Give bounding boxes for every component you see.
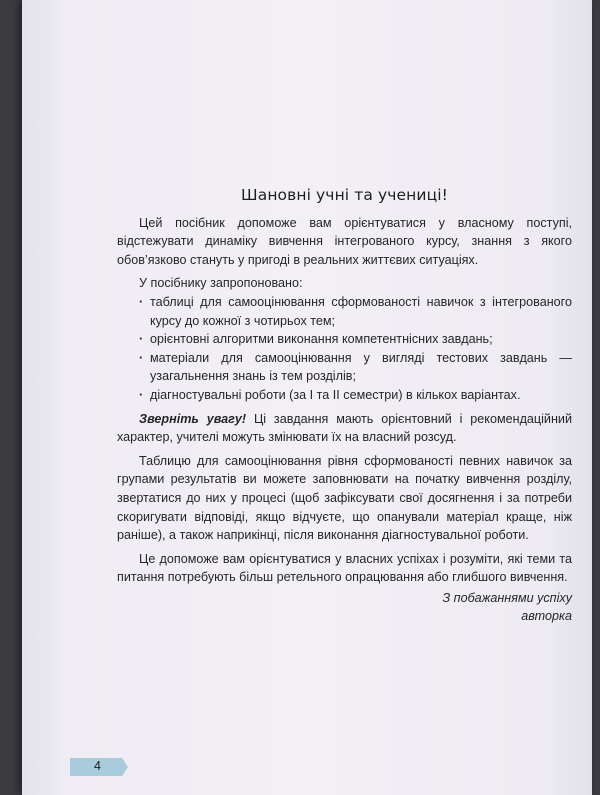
signature-wish: З побажаннями успіху bbox=[442, 590, 572, 605]
attention-label: Зверніть увагу! bbox=[139, 411, 247, 426]
list-item: · матеріали для самооцінювання у вигляді тестових завдань — узагальнення знань із тем розділів; bbox=[139, 349, 572, 386]
signature bbox=[117, 589, 572, 626]
list-item: · таблиці для самооцінювання сформованості навичок з інтегрованого курсу до кожної з чотирьох тем; bbox=[139, 293, 572, 330]
page bbox=[22, 0, 592, 795]
list-item: · орієнтовні алгоритми виконання компетентнісних завдань; bbox=[139, 330, 572, 349]
list-item: · діагностувальні роботи (за I та II семестри) в кількох варіантах. bbox=[139, 386, 572, 405]
page-content bbox=[117, 186, 572, 626]
intro-paragraph: Цей посібник допоможе вам орієнтуватися у власному поступі, відстежувати динаміку вивчення інтегрованого курсу, знання з якого обов’язково стануть у пригоді в реальних життєвих ситуаціях. bbox=[117, 215, 572, 267]
attention-text: Ці завдання мають орієнтовний і рекомендаційний характер, учителі можуть змінювати їх на власний розсуд. bbox=[117, 411, 572, 445]
attention-paragraph bbox=[117, 410, 572, 447]
page-title: Шановні учні та учениці! bbox=[241, 186, 448, 204]
self-assessment-paragraph: Таблицю для самооцінювання рівня сформованості певних навичок за групами результатів ви можете заповнювати на початку вивчення розділу, звертатися до них у процесі (щоб зафіксувати свої досягнення і за потреби скоригувати відповіді, якщо відчуєте, що опанували матеріал краще, ніж раніше), а також наприкінці, після виконання діагностувальної роботи. bbox=[117, 453, 572, 543]
closing-paragraph: Це допоможе вам орієнтуватися у власних успіхах і розуміти, які теми та питання потребують більш ретельного опрацювання або глибшого вивчення. bbox=[117, 551, 572, 585]
offer-list bbox=[117, 293, 572, 405]
list-intro: У посібнику запропоновано: bbox=[139, 276, 303, 291]
signature-author: авторка bbox=[521, 609, 572, 624]
page-number: 4 bbox=[94, 759, 101, 773]
